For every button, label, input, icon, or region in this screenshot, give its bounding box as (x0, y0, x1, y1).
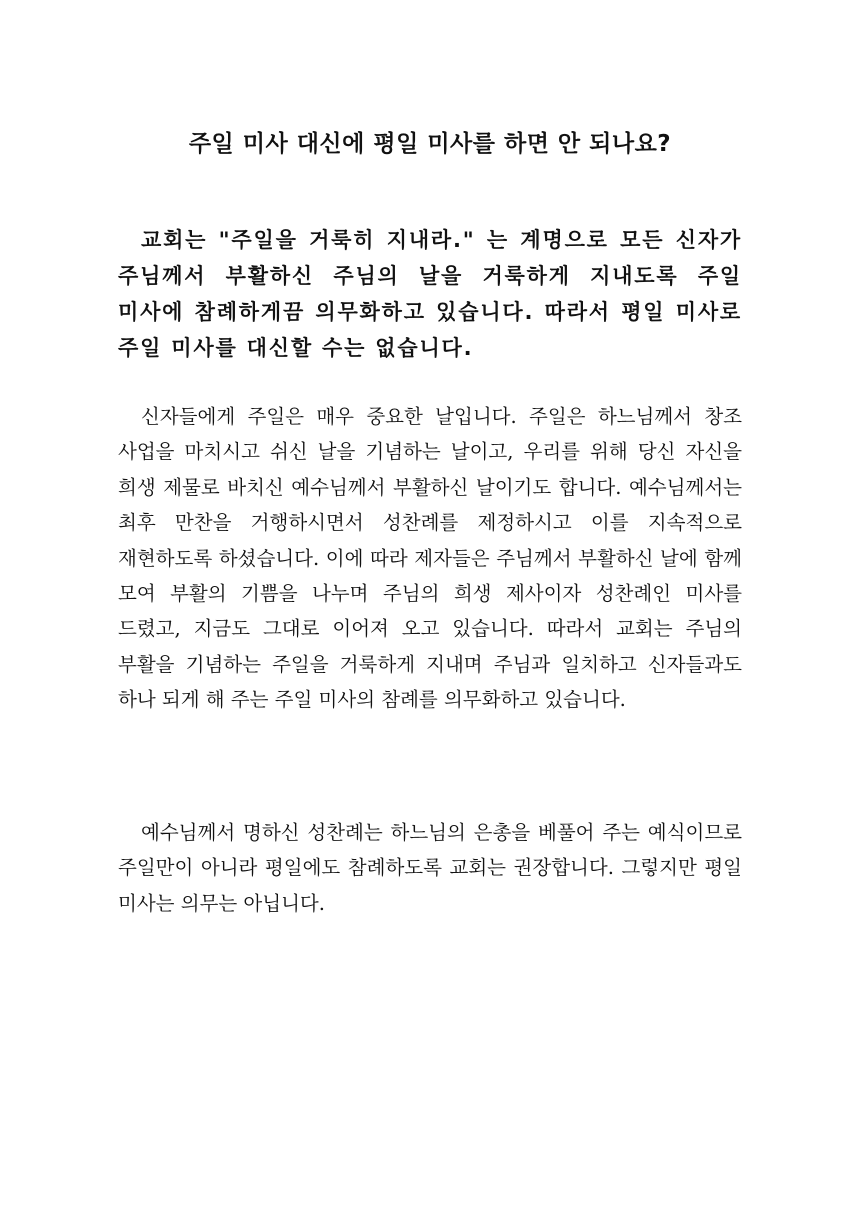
body-paragraph-2: 예수님께서 명하신 성찬례는 하느님의 은총을 베풀어 주는 예식이므로 주일만이 아니라 평일에도 참례하도록 교회는 권장합니다. 그렇지만 평일 미사는 의무는 아닙니다. (118, 821, 742, 915)
lead-paragraph: 교회는 "주일을 거룩히 지내라." 는 계명으로 모든 신자가 주님께서 부활하신 주님의 날을 거룩하게 지내도록 주일 미사에 참례하게끔 의무화하고 있습니다. 따라서 평일 미사로 주일 미사를 대신할 수는 없습니다. (118, 228, 742, 360)
page-title: 주일 미사 대신에 평일 미사를 하면 안 되나요? (188, 131, 672, 157)
body-paragraph-1: 신자들에게 주일은 매우 중요한 날입니다. 주일은 하느님께서 창조 사업을 마치시고 쉬신 날을 기념하는 날이고, 우리를 위해 당신 자신을 희생 제물로 바치신 예수님께서 부활하신 날이기도 합니다. 예수님께서는 최후 만찬을 거행하시면서 성찬례를 제정하시고 이를 지속적으로 재현하도록 하셨습니다. 이에 따라 제자들은 주님께서 부활하신 날에 함께 모여 부활의 기쁨을 나누며 주님의 희생 제사이자 성찬례인 미사를 드렸고, 지금도 그대로 이어져 오고 있습니다. 따라서 교회는 주님의 부활을 기념하는 주일을 거룩하게 지내며 주님과 일치하고 신자들과도 하나 되게 해 주는 주일 미사의 참례를 의무화하고 있습니다. (118, 405, 742, 712)
